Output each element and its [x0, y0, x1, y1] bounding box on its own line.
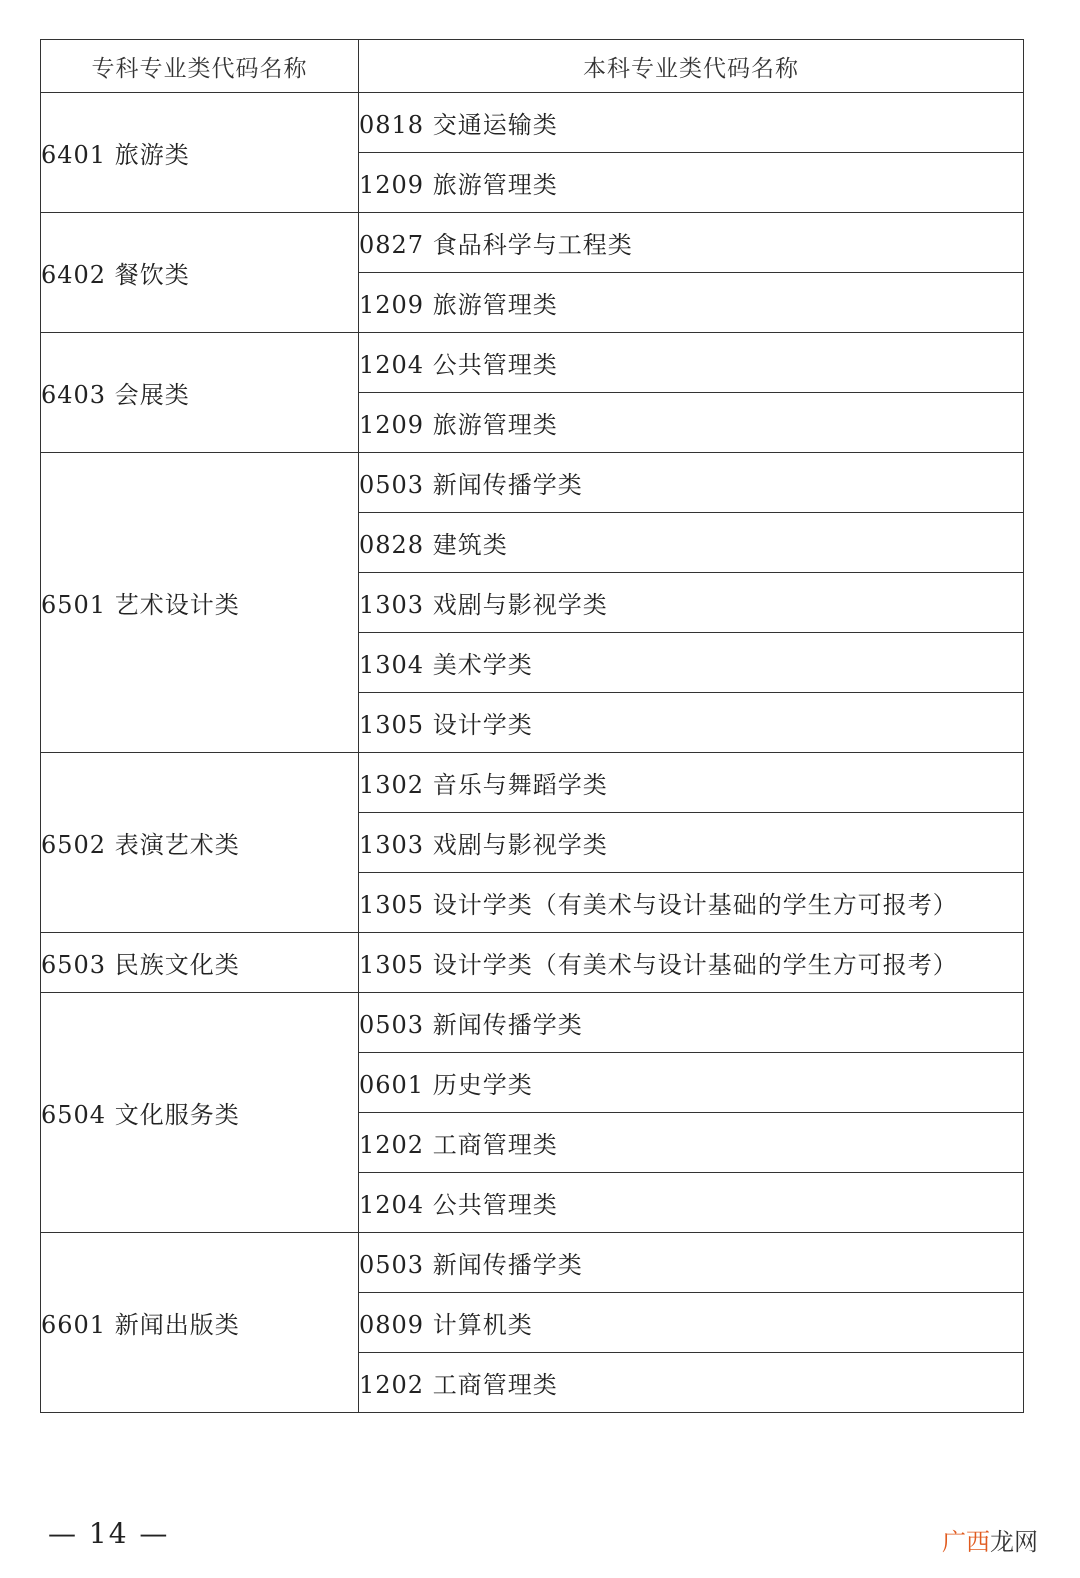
bachelor-major-cell: 1303 戏剧与影视学类 — [359, 573, 1024, 633]
bachelor-major-cell: 1302 音乐与舞蹈学类 — [359, 753, 1024, 813]
bachelor-major-cell: 0827 食品科学与工程类 — [359, 213, 1024, 273]
bachelor-major-cell: 1204 公共管理类 — [359, 1173, 1024, 1233]
associate-major-cell: 6503 民族文化类 — [41, 933, 359, 993]
table-row — [41, 1233, 1024, 1293]
bachelor-major-cell: 1305 设计学类（有美术与设计基础的学生方可报考） — [359, 873, 1024, 933]
associate-major-cell: 6401 旅游类 — [41, 93, 359, 213]
header-associate-major: 专科专业类代码名称 — [41, 40, 359, 93]
watermark-part2: 龙网 — [990, 1528, 1038, 1556]
bachelor-major-cell: 0503 新闻传播学类 — [359, 1233, 1024, 1293]
table-row — [41, 453, 1024, 513]
associate-major-cell: 6502 表演艺术类 — [41, 753, 359, 933]
page-number: — 14 — — [48, 1517, 170, 1550]
table-row — [41, 333, 1024, 393]
bachelor-major-cell: 1305 设计学类（有美术与设计基础的学生方可报考） — [359, 933, 1024, 993]
bachelor-major-cell: 0809 计算机类 — [359, 1293, 1024, 1353]
major-mapping-table — [40, 39, 1024, 1413]
table-header-row — [41, 40, 1024, 93]
bachelor-major-cell: 1202 工商管理类 — [359, 1353, 1024, 1413]
bachelor-major-cell: 1305 设计学类 — [359, 693, 1024, 753]
bachelor-major-cell: 1202 工商管理类 — [359, 1113, 1024, 1173]
table-row — [41, 93, 1024, 153]
table-row — [41, 213, 1024, 273]
table-row — [41, 933, 1024, 993]
bachelor-major-cell: 1304 美术学类 — [359, 633, 1024, 693]
watermark-part1: 广西 — [942, 1528, 990, 1556]
bachelor-major-cell: 0601 历史学类 — [359, 1053, 1024, 1113]
bachelor-major-cell: 1209 旅游管理类 — [359, 153, 1024, 213]
bachelor-major-cell: 1204 公共管理类 — [359, 333, 1024, 393]
table-row — [41, 993, 1024, 1053]
associate-major-cell: 6601 新闻出版类 — [41, 1233, 359, 1413]
bachelor-major-cell: 1209 旅游管理类 — [359, 273, 1024, 333]
bachelor-major-cell: 1209 旅游管理类 — [359, 393, 1024, 453]
table-row — [41, 753, 1024, 813]
bachelor-major-cell: 0818 交通运输类 — [359, 93, 1024, 153]
associate-major-cell: 6402 餐饮类 — [41, 213, 359, 333]
bachelor-major-cell: 1303 戏剧与影视学类 — [359, 813, 1024, 873]
associate-major-cell: 6403 会展类 — [41, 333, 359, 453]
table-body — [41, 93, 1024, 1413]
header-bachelor-major: 本科专业类代码名称 — [359, 40, 1024, 93]
bachelor-major-cell: 0828 建筑类 — [359, 513, 1024, 573]
associate-major-cell: 6501 艺术设计类 — [41, 453, 359, 753]
bachelor-major-cell: 0503 新闻传播学类 — [359, 993, 1024, 1053]
watermark-logo — [942, 1522, 1038, 1557]
bachelor-major-cell: 0503 新闻传播学类 — [359, 453, 1024, 513]
associate-major-cell: 6504 文化服务类 — [41, 993, 359, 1233]
